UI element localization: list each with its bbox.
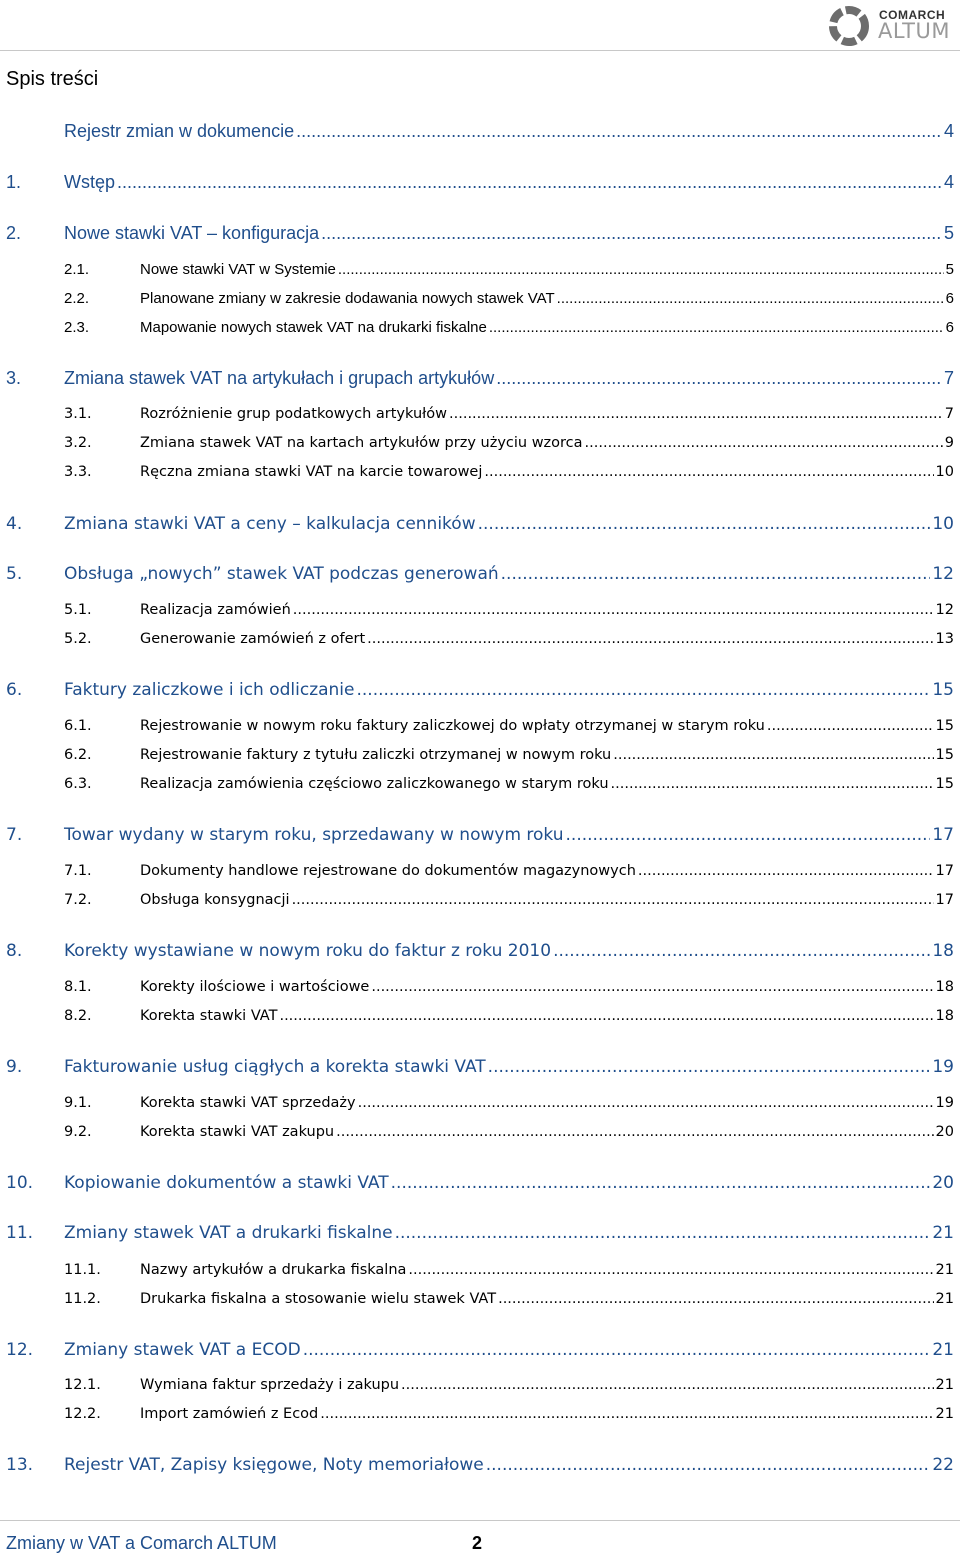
- toc-entry[interactable]: [6, 1377, 954, 1393]
- toc-leader-dots: [321, 223, 942, 244]
- toc-entry-number: 9.2.: [64, 1124, 92, 1140]
- toc-entry-label[interactable]: Generowanie zamówień z ofert: [140, 631, 366, 647]
- toc-entry-number: 13.: [6, 1455, 34, 1475]
- toc-leader-dots: [585, 435, 943, 451]
- toc-leader-dots: [553, 941, 930, 961]
- toc-entry-page[interactable]: 5: [945, 261, 954, 278]
- toc-leader-dots: [303, 1340, 931, 1360]
- toc-entry[interactable]: [6, 1095, 954, 1111]
- toc-entry-page[interactable]: 21: [935, 1406, 954, 1422]
- toc-entry[interactable]: [6, 747, 954, 763]
- toc-entry-label[interactable]: Kopiowanie dokumentów a stawki VAT: [64, 1173, 389, 1193]
- toc-entry-page[interactable]: 21: [932, 1340, 954, 1360]
- toc-entry-number: 3.3.: [64, 464, 92, 480]
- toc-leader-dots: [371, 979, 933, 995]
- toc-entry-number: 3.: [6, 368, 22, 388]
- toc-entry-label[interactable]: Zmiany stawek VAT a ECOD: [64, 1340, 301, 1360]
- toc-entry-page[interactable]: 12: [935, 602, 954, 618]
- toc-entry-label[interactable]: Korekta stawki VAT zakupu: [140, 1124, 335, 1140]
- toc-leader-dots: [484, 464, 933, 480]
- toc-entry[interactable]: [6, 1124, 954, 1140]
- toc-leader-dots: [566, 825, 931, 845]
- toc-entry[interactable]: [6, 1406, 954, 1422]
- footer-page-number: 2: [472, 1533, 483, 1553]
- toc-leader-dots: [501, 564, 931, 584]
- toc-entry-number: 4.: [6, 514, 23, 534]
- toc-entry-page[interactable]: 20: [935, 1124, 954, 1140]
- toc-entry-label[interactable]: Zmiana stawek VAT na artykułach i grupach artykułów: [64, 368, 495, 388]
- toc-leader-dots: [395, 1223, 931, 1243]
- toc-leader-dots: [296, 121, 942, 142]
- toc-entry-number: 5.: [6, 564, 23, 584]
- toc-entry-label[interactable]: Zmiany stawek VAT a drukarki fiskalne: [64, 1223, 393, 1243]
- toc-entry-page[interactable]: 20: [932, 1173, 954, 1193]
- toc-leader-dots: [336, 1124, 933, 1140]
- toc-leader-dots: [408, 1262, 933, 1278]
- toc-entry[interactable]: [6, 172, 954, 193]
- toc-entry-page[interactable]: 21: [935, 1262, 954, 1278]
- toc-leader-dots: [357, 680, 931, 700]
- toc-entry-page[interactable]: 13: [935, 631, 954, 647]
- toc-entry-page[interactable]: 17: [935, 892, 954, 908]
- toc-entry-page[interactable]: 18: [935, 979, 954, 995]
- comarch-logo-icon: [827, 4, 871, 48]
- comarch-altum-logo: [827, 2, 952, 52]
- header-divider: [0, 50, 960, 51]
- toc-entry-label[interactable]: Fakturowanie usług ciągłych a korekta stawki VAT: [64, 1057, 486, 1077]
- toc-entry-page[interactable]: 18: [935, 1008, 954, 1024]
- toc-entry-number: 6.: [6, 680, 23, 700]
- toc-entry-label[interactable]: Import zamówień z Ecod: [140, 1406, 319, 1422]
- toc-entry[interactable]: [6, 1262, 954, 1278]
- toc-leader-dots: [557, 290, 944, 307]
- logo-product: ALTUM: [878, 19, 950, 43]
- toc-leader-dots: [358, 1095, 934, 1111]
- toc-entry[interactable]: [6, 680, 954, 700]
- toc-entry-page[interactable]: 15: [935, 747, 954, 763]
- footer-divider: [0, 1520, 960, 1521]
- toc-entry-label[interactable]: Dokumenty handlowe rejestrowane do dokumentów magazynowych: [140, 863, 636, 879]
- logo-company: COMARCH: [879, 8, 946, 22]
- toc-entry-number: 8.: [6, 941, 23, 961]
- toc-entry[interactable]: [6, 1291, 954, 1307]
- toc-entry-page[interactable]: 6: [945, 290, 954, 307]
- toc-entry[interactable]: [6, 368, 954, 389]
- toc-entry-page[interactable]: 21: [935, 1291, 954, 1307]
- toc-entry-page[interactable]: 22: [932, 1455, 954, 1475]
- toc-entry-number: 12.1.: [64, 1377, 101, 1393]
- toc-leader-dots: [638, 863, 934, 879]
- toc-entry-number: 7.2.: [64, 892, 92, 908]
- toc-entry-number: 2.: [6, 223, 22, 243]
- toc-entry[interactable]: [6, 121, 954, 142]
- toc-entry[interactable]: [6, 514, 954, 534]
- toc-title: Spis treści: [6, 68, 99, 90]
- toc-entry-page[interactable]: 17: [935, 863, 954, 879]
- toc-entry-label[interactable]: Rejestr VAT, Zapisy księgowe, Noty memoriałowe: [64, 1455, 484, 1475]
- toc-entry-label[interactable]: Ręczna zmiana stawki VAT na karcie towarowej: [140, 464, 483, 480]
- toc-entry-number: 7.1.: [64, 863, 92, 879]
- toc-entry-number: 6.1.: [64, 718, 92, 734]
- toc-entry-page[interactable]: 19: [935, 1095, 954, 1111]
- toc-entry-number: 9.1.: [64, 1095, 92, 1111]
- toc-entry[interactable]: [6, 319, 954, 336]
- toc-entry[interactable]: [6, 406, 954, 422]
- toc-entry[interactable]: [6, 718, 954, 734]
- toc-entry-label[interactable]: Rejestrowanie w nowym roku faktury zaliczkowej do wpłaty otrzymanej w starym roku: [140, 718, 765, 734]
- toc-entry-number: 2.3.: [64, 319, 90, 336]
- toc-entry-number: 11.1.: [64, 1262, 101, 1278]
- toc-entry[interactable]: [6, 602, 954, 618]
- toc-entry[interactable]: [6, 223, 954, 244]
- toc-entry-page[interactable]: 4: [943, 121, 954, 141]
- toc-entry-number: 7.: [6, 825, 23, 845]
- toc-entry-label[interactable]: Korekty wystawiane w nowym roku do faktur z roku 2010: [64, 941, 552, 961]
- toc-leader-dots: [613, 747, 933, 763]
- toc-leader-dots: [293, 602, 934, 618]
- toc-leader-dots: [279, 1008, 933, 1024]
- toc-leader-dots: [478, 514, 931, 534]
- toc-entry-label[interactable]: Planowane zmiany w zakresie dodawania nowych stawek VAT: [140, 290, 555, 307]
- toc-entry-page[interactable]: 7: [944, 406, 954, 422]
- toc-entry-page[interactable]: 12: [932, 564, 954, 584]
- toc-entry-number: 5.2.: [64, 631, 92, 647]
- toc-entry-label[interactable]: Obsługa konsygnacji: [140, 892, 290, 908]
- toc-entry-label[interactable]: Towar wydany w starym roku, sprzedawany w nowym roku: [64, 825, 564, 845]
- toc-entry-page[interactable]: 7: [943, 368, 954, 388]
- toc-entry-page[interactable]: 15: [932, 680, 954, 700]
- toc-leader-dots: [117, 172, 942, 193]
- toc-entry[interactable]: [6, 261, 954, 278]
- toc-entry-number: 2.1.: [64, 261, 90, 278]
- toc-entry-label[interactable]: Nazwy artykułów a drukarka fiskalna: [140, 1262, 407, 1278]
- toc-entry-page[interactable]: 21: [935, 1377, 954, 1393]
- toc-entry-label[interactable]: Korekta stawki VAT: [140, 1008, 278, 1024]
- toc-leader-dots: [611, 776, 934, 792]
- toc-entry-label[interactable]: Zmiana stawek VAT na kartach artykułów przy użyciu wzorca: [140, 435, 583, 451]
- toc-entry-label[interactable]: Wymiana faktur sprzedaży i zakupu: [140, 1377, 400, 1393]
- toc-entry[interactable]: [6, 1223, 954, 1243]
- toc-entry-number: 8.2.: [64, 1008, 92, 1024]
- toc-entry-number: 9.: [6, 1057, 23, 1077]
- toc-leader-dots: [338, 261, 944, 278]
- toc-entry-label[interactable]: Nowe stawki VAT w Systemie: [140, 261, 336, 278]
- toc-entry[interactable]: [6, 979, 954, 995]
- toc-entry-page[interactable]: 18: [932, 941, 954, 961]
- toc-leader-dots: [488, 1057, 931, 1077]
- toc-entry-page[interactable]: 10: [932, 514, 954, 534]
- toc-entry[interactable]: [6, 863, 954, 879]
- toc-entry-number: 1.: [6, 172, 22, 192]
- toc-entry[interactable]: [6, 1057, 954, 1077]
- toc-entry[interactable]: [6, 631, 954, 647]
- toc-entry-label[interactable]: Realizacja zamówień: [140, 602, 291, 618]
- toc-entry-page[interactable]: 5: [943, 223, 954, 243]
- toc-entry-label[interactable]: Mapowanie nowych stawek VAT na drukarki fiskalne: [140, 319, 487, 336]
- toc-leader-dots: [401, 1377, 934, 1393]
- toc-leader-dots: [391, 1173, 931, 1193]
- toc-entry-page[interactable]: 15: [935, 776, 954, 792]
- toc-entry-label[interactable]: Korekta stawki VAT sprzedaży: [140, 1095, 356, 1111]
- toc-entry-number: 3.1.: [64, 406, 92, 422]
- toc-entry-label[interactable]: Korekty ilościowe i wartościowe: [140, 979, 370, 995]
- toc-entry-number: 2.2.: [64, 290, 90, 307]
- toc-entry-page[interactable]: 19: [932, 1057, 954, 1077]
- toc-entry-label[interactable]: Rozróżnienie grup podatkowych artykułów: [140, 406, 448, 422]
- toc-leader-dots: [489, 319, 944, 336]
- toc-entry[interactable]: [6, 1340, 954, 1360]
- toc-leader-dots: [496, 368, 942, 389]
- toc-entry-page[interactable]: 6: [945, 319, 954, 336]
- toc-entry-number: 6.2.: [64, 747, 92, 763]
- toc-entry-number: 12.: [6, 1340, 34, 1360]
- toc-entry[interactable]: [6, 464, 954, 480]
- toc-leader-dots: [767, 718, 934, 734]
- toc-entry[interactable]: [6, 1008, 954, 1024]
- toc-leader-dots: [486, 1455, 931, 1475]
- toc-entry-number: 6.3.: [64, 776, 92, 792]
- toc-entry[interactable]: [6, 290, 954, 307]
- toc-entry-page[interactable]: 4: [943, 172, 954, 192]
- toc-leader-dots: [449, 406, 943, 422]
- toc-entry-number: 5.1.: [64, 602, 92, 618]
- toc-entry-label[interactable]: Rejestr zmian w dokumencie: [64, 121, 295, 141]
- toc-entry[interactable]: [6, 435, 954, 451]
- toc-entry[interactable]: [6, 564, 954, 584]
- toc-entry[interactable]: [6, 776, 954, 792]
- toc-entry[interactable]: [6, 941, 954, 961]
- toc-entry-number: 8.1.: [64, 979, 92, 995]
- toc-entry[interactable]: [6, 1455, 954, 1475]
- toc-entry-number: 3.2.: [64, 435, 92, 451]
- toc-entry-page[interactable]: 9: [944, 435, 954, 451]
- toc-entry[interactable]: [6, 825, 954, 845]
- toc-leader-dots: [367, 631, 933, 647]
- toc-entry-page[interactable]: 10: [935, 464, 954, 480]
- toc-entry-label[interactable]: Faktury zaliczkowe i ich odliczanie: [64, 680, 355, 700]
- toc-leader-dots: [320, 1406, 933, 1422]
- footer-doc-title: Zmiany w VAT a Comarch ALTUM: [6, 1533, 277, 1553]
- toc-entry-page[interactable]: 21: [932, 1223, 954, 1243]
- toc-entry[interactable]: [6, 1173, 954, 1193]
- toc-entry-label[interactable]: Obsługa „nowych” stawek VAT podczas generowań: [64, 564, 499, 584]
- toc-entry-page[interactable]: 17: [932, 825, 954, 845]
- toc-entry-label[interactable]: Rejestrowanie faktury z tytułu zaliczki otrzymanej w nowym roku: [140, 747, 612, 763]
- toc-leader-dots: [498, 1291, 933, 1307]
- toc-entry-label[interactable]: Drukarka fiskalna a stosowanie wielu stawek VAT: [140, 1291, 497, 1307]
- toc-entry-number: 12.2.: [64, 1406, 101, 1422]
- toc-entry-label[interactable]: Zmiana stawki VAT a ceny – kalkulacja cenników: [64, 514, 476, 534]
- toc-entry-number: 11.2.: [64, 1291, 101, 1307]
- toc-entry-number: 10.: [6, 1173, 34, 1193]
- toc-entry-label[interactable]: Nowe stawki VAT – konfiguracja: [64, 223, 320, 243]
- toc-entry-label[interactable]: Wstęp: [64, 172, 116, 192]
- toc-entry-page[interactable]: 15: [935, 718, 954, 734]
- toc-entry-label[interactable]: Realizacja zamówienia częściowo zaliczkowanego w starym roku: [140, 776, 609, 792]
- toc-leader-dots: [292, 892, 934, 908]
- toc-entry-number: 11.: [6, 1223, 34, 1243]
- toc-entry[interactable]: [6, 892, 954, 908]
